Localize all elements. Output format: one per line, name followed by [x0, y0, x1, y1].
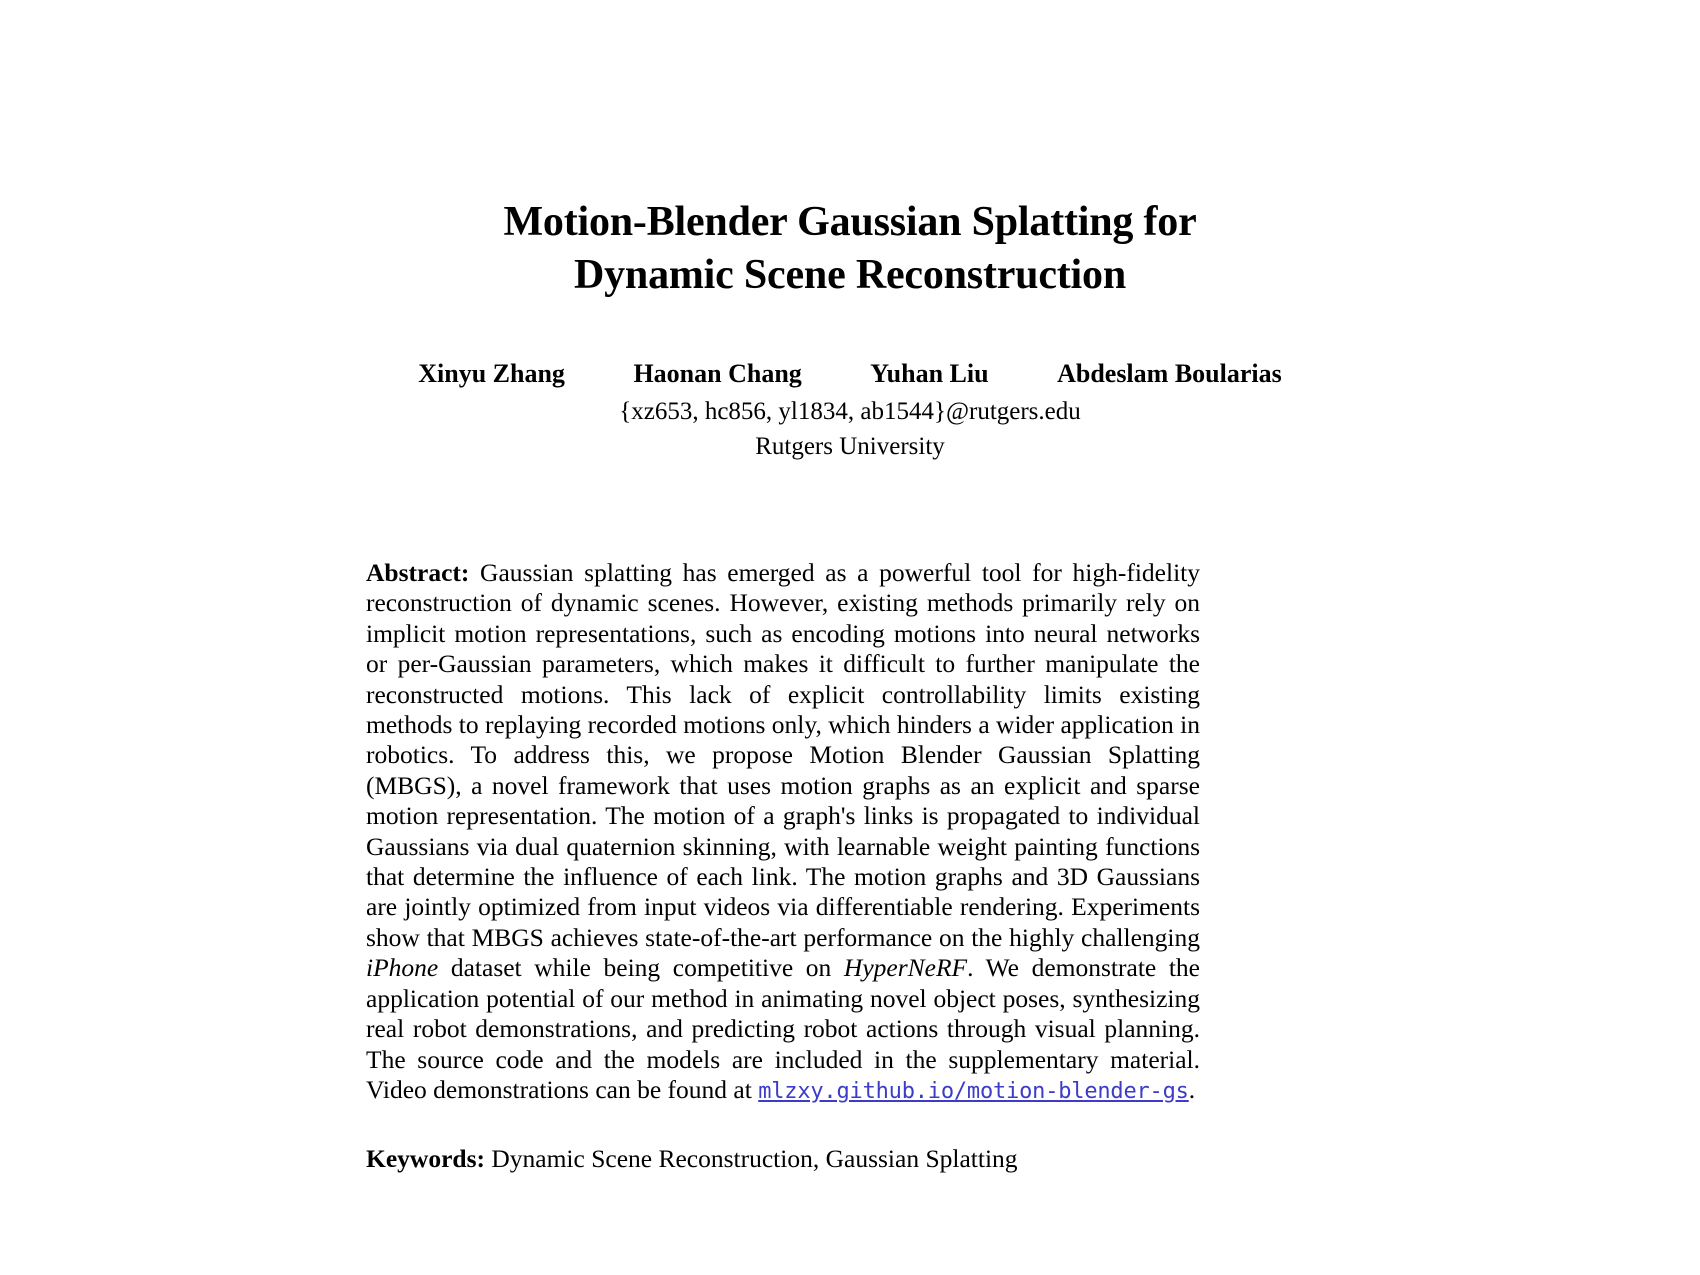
abstract-text-4: .	[1188, 1074, 1196, 1104]
title-line-1: Motion-Blender Gaussian Splatting for	[503, 199, 1197, 245]
author-name-3: Yuhan Liu	[870, 358, 989, 388]
abstract-italic-hypernerf: HyperNeRF	[843, 953, 968, 983]
abstract-label: Abstract:	[366, 558, 470, 587]
abstract-block	[0, 558, 1700, 1107]
keywords-block	[0, 1144, 1700, 1174]
keywords-label: Keywords:	[366, 1144, 485, 1174]
affiliation: Rutgers University	[755, 433, 945, 460]
author-list	[0, 358, 1700, 389]
author-name-4: Abdeslam Boularias	[1057, 358, 1282, 388]
author-name-1: Xinyu Zhang	[418, 358, 565, 388]
project-url-link[interactable]: mlzxy.github.io/motion-blender-gs	[758, 1078, 1189, 1104]
title-line-2: Dynamic Scene Reconstruction	[574, 251, 1126, 298]
authors-block	[0, 358, 1700, 461]
abstract-text-1: Gaussian splatting has emerged as a powerful tool for high-fidelity reconstruction of dynamic scenes. However, existing methods primarily rely on implicit motion representations, such as encoding motions into neural networks or per-Gaussian parameters, which makes it difficult to further manipulate the reconstructed motions. This lack of explicit controllability limits existing methods to replaying recorded motions only, which hinders a wider application in robotics. To address this, we propose Motion Blender Gaussian Splatting (MBGS), a novel framework that uses motion graphs as an explicit and sparse motion representation. The motion of a graph's links is propagated to individual Gaussians via dual quaternion skinning, with learnable weight painting functions that determine the influence of each link. The motion graphs and 3D Gaussians are jointly optimized from input videos via differentiable rendering. Experiments show that MBGS achieves state-of-the-art performance on the highly challenging	[366, 558, 1200, 952]
abstract-italic-iphone: iPhone	[366, 953, 439, 983]
author-name-2: Haonan Chang	[633, 358, 802, 388]
keywords-text: Dynamic Scene Reconstruction, Gaussian Splatting	[491, 1144, 1018, 1174]
author-emails: {xz653, hc856, yl1834, ab1544}@rutgers.edu	[619, 398, 1081, 425]
abstract-paragraph	[366, 558, 1200, 1107]
title-block	[0, 196, 1700, 302]
page-title	[380, 196, 1320, 302]
abstract-text-2: dataset while being competitive on	[438, 953, 844, 983]
keywords-paragraph	[366, 1144, 1200, 1174]
abstract-text-3: . We demonstrate the application potential of our method in animating novel object poses, synthesizing real robot demonstrations, and predicting robot actions through visual planning. The source code and the models are included in the supplementary material. Video demonstrations can be found at	[366, 953, 1200, 1104]
